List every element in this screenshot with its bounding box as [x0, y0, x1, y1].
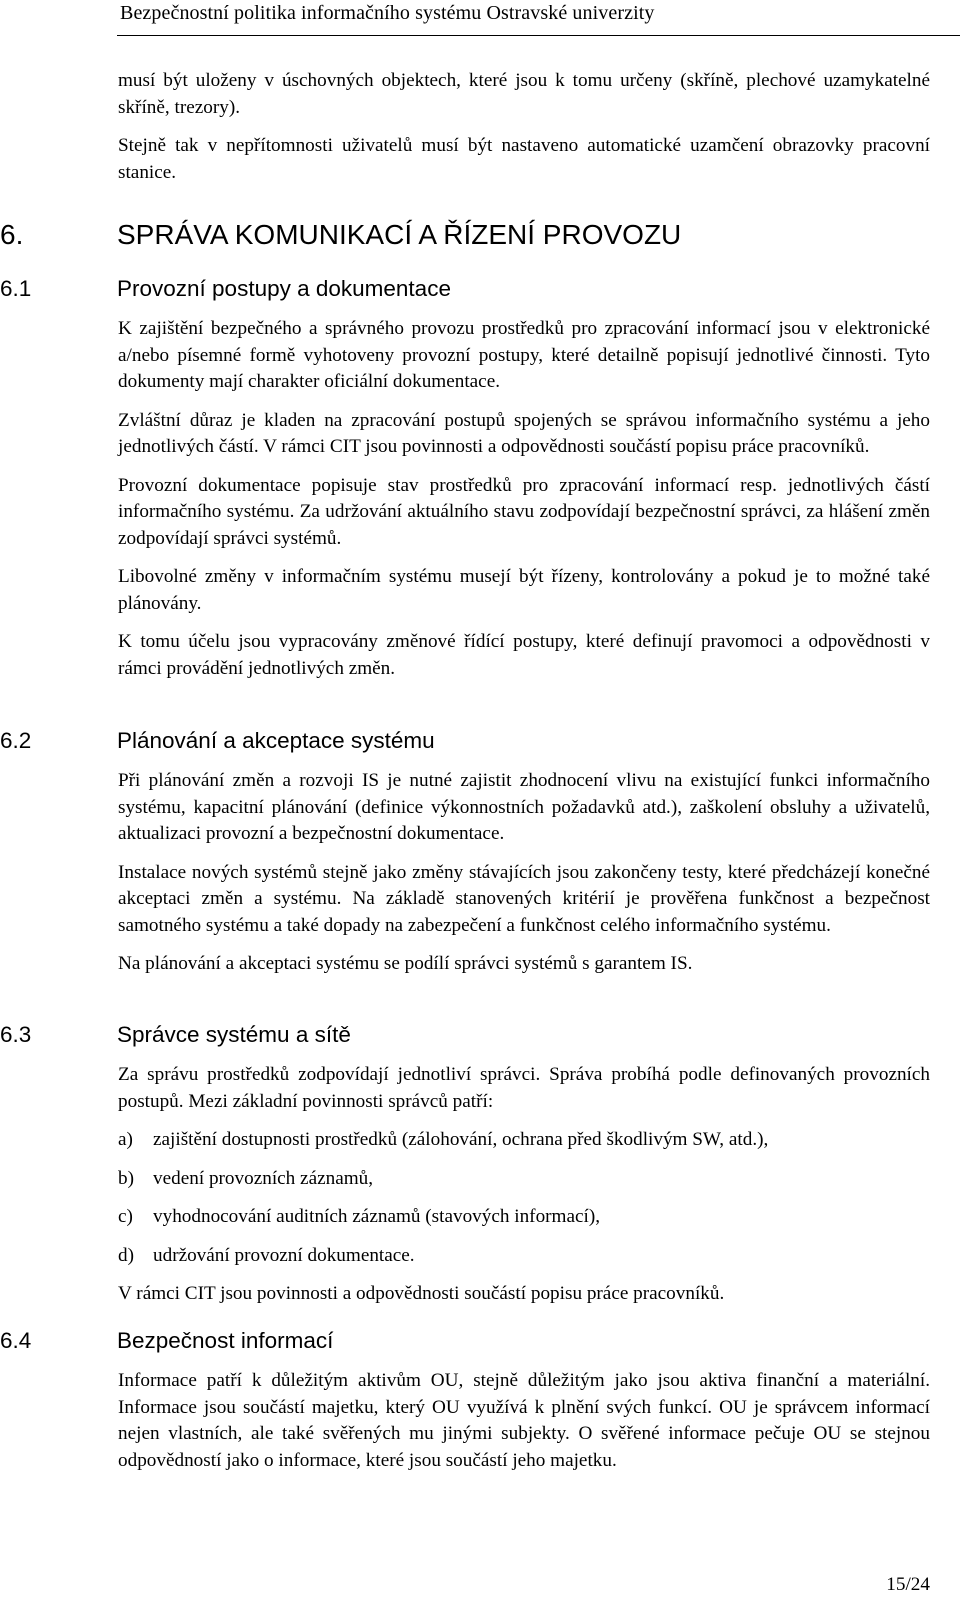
paragraph: Při plánování změn a rozvoji IS je nutné zajistit zhodnocení vlivu na existující funkci informačního systému, kapacitní plánování (definice výkonnostních požadavků atd.), zaškolení obsluhy a uživatelů, aktualizaci provozní a bezpečnostní dokumentace. — [118, 770, 930, 844]
intro-block — [118, 68, 930, 198]
chapter-title: SPRÁVA KOMUNIKACÍ A ŘÍZENÍ PROVOZU — [117, 219, 682, 250]
list-marker: b) — [118, 1167, 134, 1189]
paragraph: Na plánování a akceptaci systému se podílí správci systémů s garantem IS. — [118, 953, 693, 974]
paragraph: Informace patří k důležitým aktivům OU, stejně důležitým jako jsou aktiva finanční a materiální. Informace jsou součástí majetku, který OU využívá k plnění svých funkcí. OU je správcem informací nejen vlastních, ale také svěřených mu jinými subjekty. O svěřené informace pečuje OU se stejnou odpovědností jako o informace, které jsou součástí jeho majetku. — [118, 1370, 930, 1471]
running-header: Bezpečnostní politika informačního systému Ostravské univerzity — [120, 2, 655, 24]
list-item — [118, 1243, 930, 1270]
list-item — [118, 1127, 930, 1154]
section-body — [118, 1062, 930, 1320]
paragraph: Libovolné změny v informačním systému musejí být řízeny, kontrolovány a pokud je to možné také plánovány. — [118, 566, 930, 614]
section-number: 6.3 — [0, 1022, 32, 1047]
section-title: Provozní postupy a dokumentace — [117, 276, 451, 301]
section-body — [118, 1368, 930, 1486]
paragraph: K zajištění bezpečného a správného provozu prostředků pro zpracování informací jsou v elektronické a/nebo písemné formě vyhotoveny provozní postupy, které detailně popisují jednotlivé činnosti. Tyto dokumenty mají charakter oficiální dokumentace. — [118, 318, 930, 392]
page-number: 15/24 — [886, 1574, 930, 1595]
section-body — [118, 316, 930, 694]
list-marker: d) — [118, 1244, 134, 1266]
list-marker: c) — [118, 1206, 133, 1227]
intro-paragraph: musí být uloženy v úschovných objektech, které jsou k tomu určeny (skříně, plechové uzamykatelné skříně, trezory). — [118, 70, 930, 118]
section-body — [118, 768, 930, 990]
paragraph: Provozní dokumentace popisuje stav prostředků pro zpracování informací resp. jednotlivých částí informačního systému. Za udržování aktuálního stavu zodpovídají bezpečnostní správci, za hlášení změn zodpovídají správci systémů. — [118, 474, 930, 549]
paragraph: Zvláštní důraz je kladen na zpracování postupů spojených se správou informačního systému a jeho jednotlivých částí. V rámci CIT jsou povinnosti a odpovědnosti součástí popisu práce pracovníků. — [118, 409, 930, 457]
paragraph: K tomu účelu jsou vypracovány změnové řídící postupy, které definují pravomoci a odpovědnosti v rámci provádění jednotlivých změn. — [118, 631, 930, 679]
section-number: 6.2 — [0, 728, 32, 753]
paragraph: Za správu prostředků zodpovídají jednotliví správci. Správa probíhá podle definovaných provozních postupů. Mezi základní povinnosti správců patří: — [118, 1064, 930, 1112]
list-text: vedení provozních záznamů, — [153, 1167, 374, 1189]
list-text: vyhodnocování auditních záznamů (stavových informací), — [153, 1206, 601, 1227]
list-text: zajištění dostupnosti prostředků (zálohování, ochrana před škodlivým SW, atd.), — [153, 1129, 769, 1150]
section-title: Správce systému a sítě — [117, 1022, 351, 1047]
section-number: 6.4 — [0, 1328, 32, 1353]
list-item — [118, 1166, 930, 1193]
section-title: Bezpečnost informací — [117, 1328, 334, 1353]
header-rule — [117, 35, 960, 36]
intro-paragraph: Stejně tak v nepřítomnosti uživatelů musí být nastaveno automatické uzamčení obrazovky pracovní stanice. — [118, 135, 930, 183]
chapter-number: 6. — [0, 219, 24, 250]
paragraph: Instalace nových systémů stejně jako změny stávajících jsou zakončeny testy, které předcházejí konečné akceptaci změn a systému. Na základě stanovených kritérií je prověřena funkčnost a bezpečnost samotného systému a také dopady na zabezpečení a funkčnost celého informačního systému. — [118, 861, 930, 936]
list-marker: a) — [118, 1129, 133, 1150]
list-item — [118, 1204, 930, 1231]
list-text: udržování provozní dokumentace. — [153, 1244, 415, 1266]
paragraph: V rámci CIT jsou povinnosti a odpovědnosti součástí popisu práce pracovníků. — [118, 1283, 725, 1304]
section-title: Plánování a akceptace systému — [117, 728, 435, 753]
section-number: 6.1 — [0, 276, 32, 301]
